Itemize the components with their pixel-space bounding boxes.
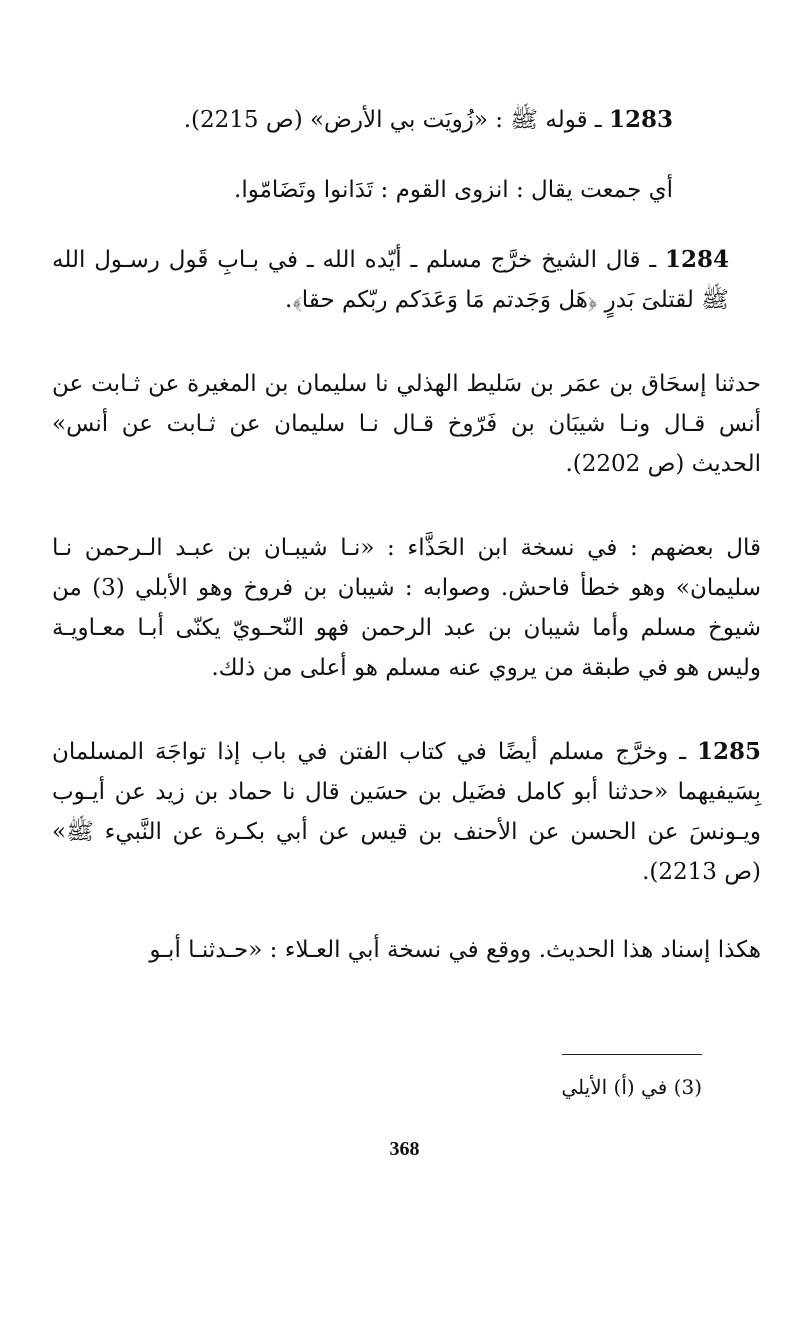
entry-number: 1284	[664, 246, 729, 273]
entry-number: 1285	[696, 738, 761, 765]
isnad-paragraph	[52, 364, 761, 484]
entry-text: ـ قوله ﷺ : «زُويَت بي الأرض» (ص 2215).	[183, 107, 609, 133]
entry-text: ـ قال الشيخ خرَّج مسلم ـ أيّده الله ـ في بـابِ قَول رسـول الله ﷺ لقتلىَ بَدرٍ ﴿هَل وَجَدتم مَا وَعَدَكم ربّكم حقا﴾.	[52, 247, 729, 313]
footnote: (3) في (أ) الأيلي	[561, 1075, 702, 1099]
entry-1284	[52, 240, 761, 320]
entry-1283	[52, 100, 761, 140]
paragraph-text: هكذا إسناد هذا الحديث. ووقع في نسخة أبي العـلاء : «حـدثنـا أبـو	[149, 937, 761, 963]
footnote-divider	[562, 1054, 702, 1055]
continuation-paragraph	[52, 930, 761, 970]
entry-text: ـ وخرَّج مسلم أيضًا في كتاب الفتن في باب إذا تواجَهَ المسلمان بِسَيفيهما «حدثنا أبو كامل فضَيل بن حسَين قال نا حماد بن زيد عن أيـوب ويـونسَ عن الحسن عن الأحنف بن قيس عن أبي بكـرة عن النَّبيء ﷺ» (ص 2213).	[52, 739, 761, 885]
entry-1283-gloss	[52, 170, 761, 210]
page-number: 368	[389, 1138, 420, 1160]
page-body	[52, 100, 761, 970]
commentary-paragraph	[52, 528, 761, 688]
paragraph-text: حدثنا إسحَاق بن عمَر بن سَليط الهذلي نا سليمان بن المغيرة عن ثـابت عن أنس قـال ونـا شيبَان بن فَرّوخ قـال نـا سليمان عن ثـابت عن أنس» الحديث (ص 2202).	[52, 371, 761, 477]
entry-number: 1283	[608, 106, 673, 133]
paragraph-text: قال بعضهم : في نسخة ابن الحَذَّاء : «نـا شيبـان بن عبـد الـرحمن نـا سليمان» وهو خطأ فاحش. وصوابه : شيبان بن فروخ وهو الأبلي (3) من شيوخ مسلم وأما شيبان بن عبد الرحمن فهو النّحـويّ يكنّى أبـا معـاويـة وليس هو في طبقة من يروي عنه مسلم هو أعلى من ذلك.	[52, 535, 761, 681]
entry-1285	[52, 732, 761, 892]
paragraph-text: أي جمعت يقال : انزوى القوم : تَدَانوا وتَضَامّوا.	[234, 177, 673, 203]
